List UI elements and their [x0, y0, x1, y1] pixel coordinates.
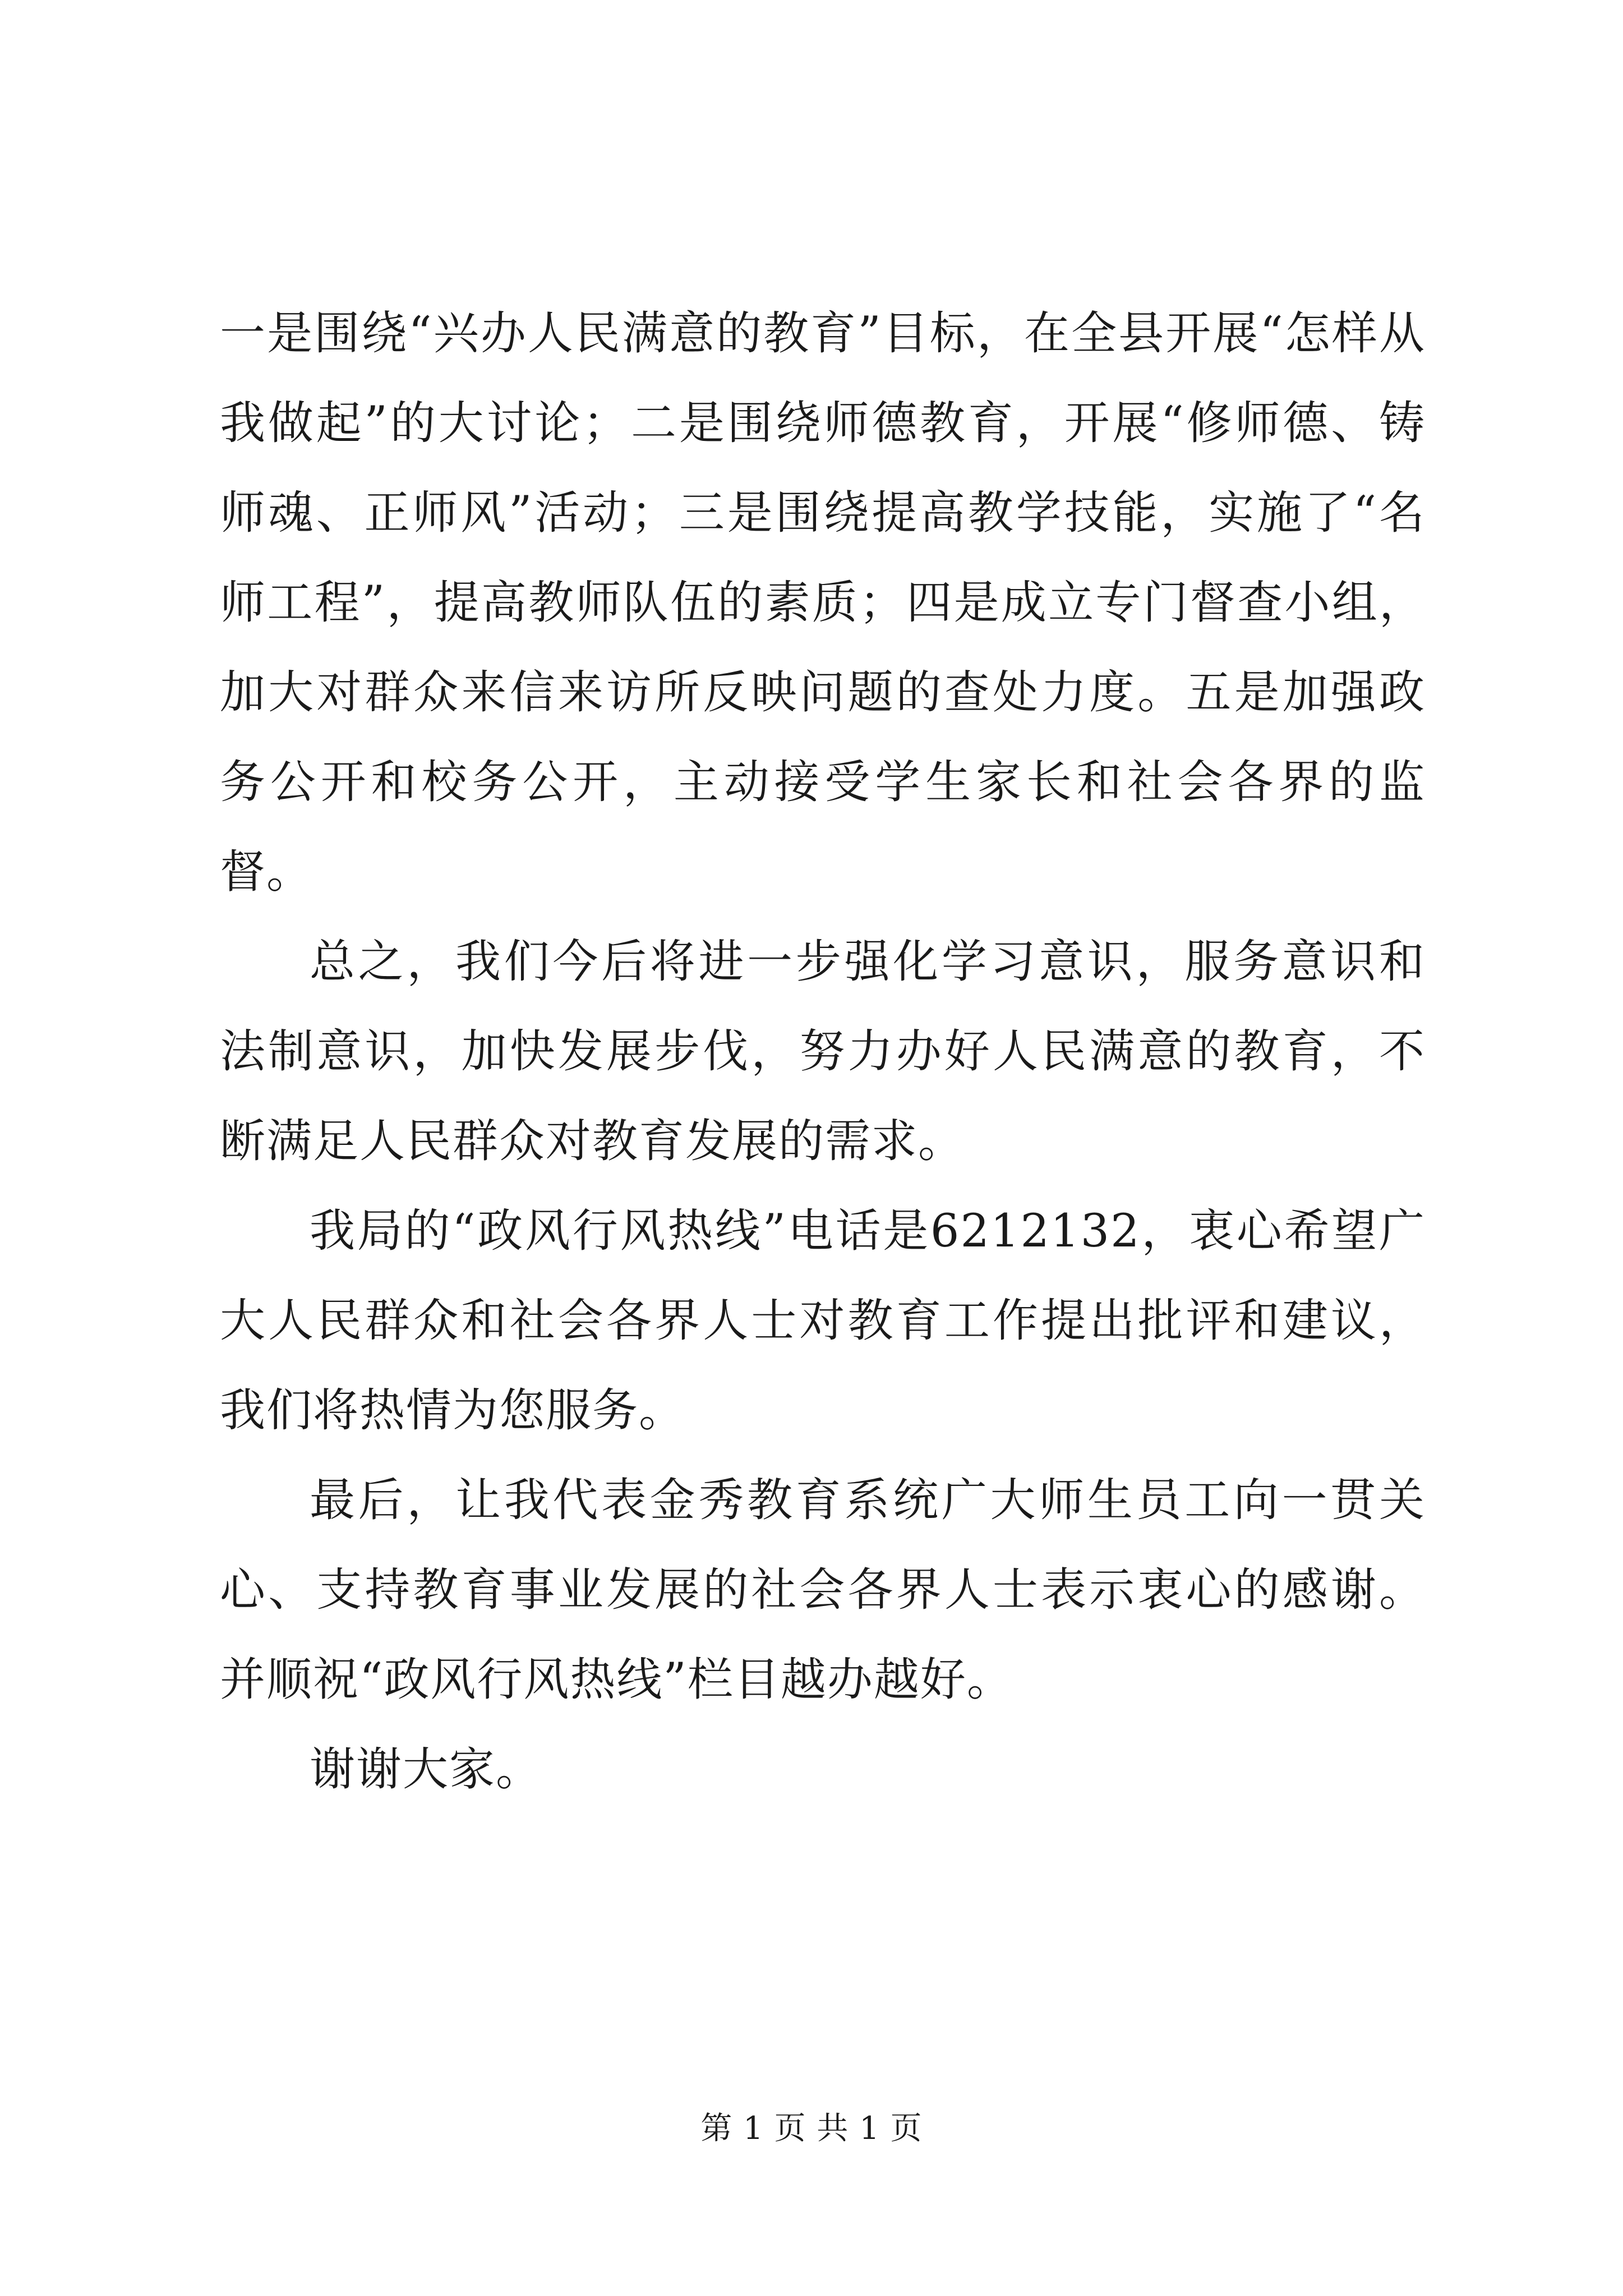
paragraph-hotline: 我局的“政风行风热线”电话是6212132，衷心希望广大人民群众和社会各界人士对教育工作提出批评和建议，我们将热情为您服务。 — [220, 1205, 1426, 1437]
page-number-footer: 第 1 页 共 1 页 — [700, 2110, 923, 2147]
paragraph-closing: 谢谢大家。 — [310, 1743, 543, 1796]
paragraph-thanks: 最后，让我代表金秀教育系统广大师生员工向一贯关心、支持教育事业发展的社会各界人士表示衷心的感谢。并顺祝“政风行风热线”栏目越办越好。 — [220, 1474, 1426, 1706]
paragraph-continuation: 一是围绕“兴办人民满意的教育”目标，在全县开展“怎样从我做起”的大讨论；二是围绕师德教育，开展“修师德、铸师魂、正师风”活动；三是围绕提高教学技能，实施了“名师工程”，提高教师队伍的素质；四是成立专门督查小组，加大对群众来信来访所反映问题的查处力度。五是加强政务公开和校务公开，主动接受学生家长和社会各界的监督。 — [220, 307, 1426, 899]
document-body — [220, 289, 1426, 1815]
paragraph-summary: 总之，我们今后将进一步强化学习意识，服务意识和法制意识，加快发展步伐，努力办好人民满意的教育，不断满足人民群众对教育发展的需求。 — [220, 936, 1426, 1168]
